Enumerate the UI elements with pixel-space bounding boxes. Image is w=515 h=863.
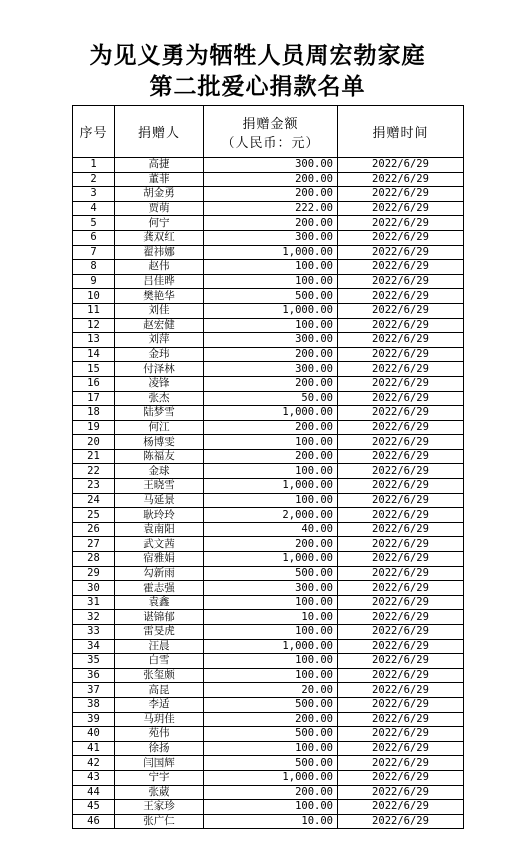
cell-serial-number: 26 (73, 522, 115, 537)
table-row (73, 683, 464, 698)
cell-serial-number: 43 (73, 770, 115, 785)
cell-serial-number: 13 (73, 333, 115, 348)
cell-date: 2022/6/29 (338, 362, 464, 377)
cell-date: 2022/6/29 (338, 712, 464, 727)
cell-serial-number: 27 (73, 537, 115, 552)
cell-serial-number: 32 (73, 610, 115, 625)
cell-amount: 100.00 (204, 741, 338, 756)
table-row (73, 406, 464, 421)
cell-amount: 200.00 (204, 785, 338, 800)
cell-serial-number: 28 (73, 552, 115, 567)
cell-donor-name: 汪晨 (115, 639, 204, 654)
cell-date: 2022/6/29 (338, 406, 464, 421)
table-row (73, 712, 464, 727)
cell-serial-number: 16 (73, 376, 115, 391)
table-row (73, 420, 464, 435)
cell-donor-name: 宿雅娟 (115, 552, 204, 567)
cell-serial-number: 12 (73, 318, 115, 333)
cell-date: 2022/6/29 (338, 566, 464, 581)
table-row (73, 435, 464, 450)
cell-serial-number: 17 (73, 391, 115, 406)
cell-donor-name: 张玺颇 (115, 668, 204, 683)
cell-serial-number: 1 (73, 158, 115, 173)
cell-date: 2022/6/29 (338, 201, 464, 216)
cell-serial-number: 5 (73, 216, 115, 231)
cell-donor-name: 袁鑫 (115, 595, 204, 610)
cell-date: 2022/6/29 (338, 435, 464, 450)
table-row (73, 464, 464, 479)
cell-date: 2022/6/29 (338, 770, 464, 785)
cell-date: 2022/6/29 (338, 756, 464, 771)
cell-donor-name: 王晓雪 (115, 479, 204, 494)
table-row (73, 493, 464, 508)
cell-serial-number: 24 (73, 493, 115, 508)
cell-serial-number: 2 (73, 172, 115, 187)
table-row (73, 230, 464, 245)
table-row (73, 391, 464, 406)
cell-date: 2022/6/29 (338, 376, 464, 391)
document-title-line-2: 第二批爱心捐款名单 (149, 74, 366, 100)
cell-amount: 100.00 (204, 318, 338, 333)
cell-donor-name: 马玥佳 (115, 712, 204, 727)
cell-amount: 1,000.00 (204, 406, 338, 421)
cell-donor-name: 李适 (115, 697, 204, 712)
table-row (73, 376, 464, 391)
table-row (73, 625, 464, 640)
cell-amount: 200.00 (204, 420, 338, 435)
table-row (73, 654, 464, 669)
cell-date: 2022/6/29 (338, 318, 464, 333)
cell-serial-number: 20 (73, 435, 115, 450)
cell-serial-number: 39 (73, 712, 115, 727)
cell-donor-name: 何江 (115, 420, 204, 435)
cell-amount: 100.00 (204, 493, 338, 508)
cell-donor-name: 雷旻虎 (115, 625, 204, 640)
cell-amount: 500.00 (204, 289, 338, 304)
cell-serial-number: 6 (73, 230, 115, 245)
cell-date: 2022/6/29 (338, 595, 464, 610)
cell-date: 2022/6/29 (338, 625, 464, 640)
cell-serial-number: 7 (73, 245, 115, 260)
cell-serial-number: 21 (73, 449, 115, 464)
cell-serial-number: 14 (73, 347, 115, 362)
cell-donor-name: 龚双红 (115, 230, 204, 245)
cell-amount: 200.00 (204, 537, 338, 552)
header-amount-unit: （人民币：元） (221, 135, 320, 151)
cell-amount: 100.00 (204, 800, 338, 815)
cell-amount: 300.00 (204, 230, 338, 245)
cell-amount: 300.00 (204, 581, 338, 596)
cell-date: 2022/6/29 (338, 552, 464, 567)
cell-serial-number: 4 (73, 201, 115, 216)
cell-date: 2022/6/29 (338, 449, 464, 464)
cell-donor-name: 高昆 (115, 683, 204, 698)
cell-amount: 222.00 (204, 201, 338, 216)
table-row (73, 610, 464, 625)
cell-amount: 200.00 (204, 172, 338, 187)
cell-serial-number: 34 (73, 639, 115, 654)
cell-amount: 20.00 (204, 683, 338, 698)
cell-donor-name: 付泽林 (115, 362, 204, 377)
cell-amount: 50.00 (204, 391, 338, 406)
cell-serial-number: 33 (73, 625, 115, 640)
cell-serial-number: 30 (73, 581, 115, 596)
cell-amount: 300.00 (204, 333, 338, 348)
cell-date: 2022/6/29 (338, 639, 464, 654)
cell-donor-name: 胡金勇 (115, 187, 204, 202)
cell-serial-number: 18 (73, 406, 115, 421)
cell-donor-name: 刘萍 (115, 333, 204, 348)
cell-date: 2022/6/29 (338, 537, 464, 552)
cell-donor-name: 翟祎娜 (115, 245, 204, 260)
cell-amount: 100.00 (204, 260, 338, 275)
cell-date: 2022/6/29 (338, 260, 464, 275)
cell-donor-name: 闫国辉 (115, 756, 204, 771)
cell-donor-name: 张葳 (115, 785, 204, 800)
table-row (73, 216, 464, 231)
table-header-row (73, 106, 464, 158)
cell-amount: 200.00 (204, 376, 338, 391)
table-row (73, 245, 464, 260)
cell-date: 2022/6/29 (338, 508, 464, 523)
cell-date: 2022/6/29 (338, 158, 464, 173)
cell-serial-number: 22 (73, 464, 115, 479)
cell-serial-number: 29 (73, 566, 115, 581)
cell-donor-name: 张广仁 (115, 814, 204, 829)
table-row (73, 581, 464, 596)
cell-donor-name: 凌锋 (115, 376, 204, 391)
cell-serial-number: 40 (73, 727, 115, 742)
cell-amount: 10.00 (204, 814, 338, 829)
cell-date: 2022/6/29 (338, 668, 464, 683)
cell-serial-number: 19 (73, 420, 115, 435)
table-row (73, 595, 464, 610)
cell-amount: 100.00 (204, 435, 338, 450)
cell-donor-name: 樊艳华 (115, 289, 204, 304)
cell-donor-name: 董菲 (115, 172, 204, 187)
cell-serial-number: 8 (73, 260, 115, 275)
table-body (73, 158, 464, 829)
cell-donor-name: 王家珍 (115, 800, 204, 815)
cell-serial-number: 41 (73, 741, 115, 756)
cell-donor-name: 吕佳晔 (115, 274, 204, 289)
cell-donor-name: 袁南阳 (115, 522, 204, 537)
cell-donor-name: 徐扬 (115, 741, 204, 756)
table-row (73, 639, 464, 654)
cell-amount: 100.00 (204, 654, 338, 669)
cell-donor-name: 霍志强 (115, 581, 204, 596)
cell-amount: 300.00 (204, 362, 338, 377)
cell-amount: 300.00 (204, 158, 338, 173)
cell-serial-number: 9 (73, 274, 115, 289)
header-serial-number: 序号 (73, 106, 115, 158)
cell-donor-name: 武文茜 (115, 537, 204, 552)
cell-donor-name: 苑伟 (115, 727, 204, 742)
cell-serial-number: 31 (73, 595, 115, 610)
cell-amount: 500.00 (204, 727, 338, 742)
cell-amount: 200.00 (204, 712, 338, 727)
cell-amount: 500.00 (204, 566, 338, 581)
cell-donor-name: 赵宏健 (115, 318, 204, 333)
cell-serial-number: 35 (73, 654, 115, 669)
cell-donor-name: 贾萌 (115, 201, 204, 216)
cell-serial-number: 10 (73, 289, 115, 304)
cell-donor-name: 耿玲玲 (115, 508, 204, 523)
cell-amount: 40.00 (204, 522, 338, 537)
table-row (73, 508, 464, 523)
cell-serial-number: 38 (73, 697, 115, 712)
cell-date: 2022/6/29 (338, 581, 464, 596)
cell-serial-number: 45 (73, 800, 115, 815)
header-amount-label: 捐赠金额 (242, 116, 299, 132)
header-date: 捐赠时间 (338, 106, 464, 158)
table-row (73, 158, 464, 173)
cell-amount: 100.00 (204, 464, 338, 479)
cell-donor-name: 陈福友 (115, 449, 204, 464)
cell-serial-number: 15 (73, 362, 115, 377)
table-row (73, 741, 464, 756)
cell-date: 2022/6/29 (338, 289, 464, 304)
cell-amount: 1,000.00 (204, 770, 338, 785)
cell-date: 2022/6/29 (338, 464, 464, 479)
table-row (73, 814, 464, 829)
table-row (73, 479, 464, 494)
cell-amount: 1,000.00 (204, 245, 338, 260)
cell-date: 2022/6/29 (338, 391, 464, 406)
cell-donor-name: 金球 (115, 464, 204, 479)
cell-date: 2022/6/29 (338, 522, 464, 537)
cell-amount: 200.00 (204, 216, 338, 231)
cell-date: 2022/6/29 (338, 216, 464, 231)
cell-amount: 100.00 (204, 668, 338, 683)
cell-donor-name: 白雪 (115, 654, 204, 669)
table-row (73, 201, 464, 216)
cell-amount: 1,000.00 (204, 552, 338, 567)
cell-date: 2022/6/29 (338, 785, 464, 800)
table-row (73, 333, 464, 348)
cell-donor-name: 张杰 (115, 391, 204, 406)
table-row (73, 566, 464, 581)
cell-date: 2022/6/29 (338, 727, 464, 742)
cell-serial-number: 11 (73, 303, 115, 318)
cell-date: 2022/6/29 (338, 274, 464, 289)
table-row (73, 668, 464, 683)
table-row (73, 727, 464, 742)
cell-date: 2022/6/29 (338, 697, 464, 712)
cell-date: 2022/6/29 (338, 479, 464, 494)
cell-donor-name: 宁宇 (115, 770, 204, 785)
cell-date: 2022/6/29 (338, 187, 464, 202)
cell-amount: 100.00 (204, 625, 338, 640)
cell-donor-name: 杨博雯 (115, 435, 204, 450)
table-row (73, 318, 464, 333)
table-row (73, 347, 464, 362)
cell-date: 2022/6/29 (338, 172, 464, 187)
table-row (73, 303, 464, 318)
cell-date: 2022/6/29 (338, 610, 464, 625)
table-row (73, 785, 464, 800)
cell-date: 2022/6/29 (338, 741, 464, 756)
cell-amount: 1,000.00 (204, 639, 338, 654)
header-amount (204, 106, 338, 158)
table-row (73, 289, 464, 304)
cell-amount: 200.00 (204, 187, 338, 202)
cell-date: 2022/6/29 (338, 683, 464, 698)
cell-date: 2022/6/29 (338, 347, 464, 362)
header-donor: 捐赠人 (115, 106, 204, 158)
cell-date: 2022/6/29 (338, 814, 464, 829)
table-row (73, 187, 464, 202)
table-row (73, 697, 464, 712)
table-row (73, 449, 464, 464)
cell-date: 2022/6/29 (338, 654, 464, 669)
table-row (73, 800, 464, 815)
cell-date: 2022/6/29 (338, 800, 464, 815)
table-row (73, 260, 464, 275)
cell-donor-name: 高捷 (115, 158, 204, 173)
cell-date: 2022/6/29 (338, 420, 464, 435)
cell-serial-number: 37 (73, 683, 115, 698)
cell-donor-name: 刘佳 (115, 303, 204, 318)
table-row (73, 552, 464, 567)
cell-serial-number: 23 (73, 479, 115, 494)
cell-serial-number: 46 (73, 814, 115, 829)
cell-amount: 1,000.00 (204, 303, 338, 318)
donation-table (72, 105, 464, 829)
table-row (73, 172, 464, 187)
cell-amount: 100.00 (204, 274, 338, 289)
table-row (73, 770, 464, 785)
cell-donor-name: 陆梦雪 (115, 406, 204, 421)
cell-amount: 2,000.00 (204, 508, 338, 523)
cell-serial-number: 25 (73, 508, 115, 523)
cell-amount: 200.00 (204, 347, 338, 362)
cell-donor-name: 赵伟 (115, 260, 204, 275)
cell-serial-number: 3 (73, 187, 115, 202)
cell-donor-name: 勾新雨 (115, 566, 204, 581)
cell-amount: 1,000.00 (204, 479, 338, 494)
table-row (73, 756, 464, 771)
cell-serial-number: 42 (73, 756, 115, 771)
cell-amount: 100.00 (204, 595, 338, 610)
cell-donor-name: 马延景 (115, 493, 204, 508)
cell-donor-name: 何宁 (115, 216, 204, 231)
document-title-line-1: 为见义勇为牺牲人员周宏勃家庭 (89, 43, 426, 69)
cell-date: 2022/6/29 (338, 303, 464, 318)
cell-date: 2022/6/29 (338, 245, 464, 260)
cell-amount: 500.00 (204, 756, 338, 771)
cell-serial-number: 36 (73, 668, 115, 683)
cell-serial-number: 44 (73, 785, 115, 800)
table-row (73, 362, 464, 377)
table-row (73, 274, 464, 289)
cell-amount: 200.00 (204, 449, 338, 464)
table-row (73, 537, 464, 552)
table-row (73, 522, 464, 537)
cell-date: 2022/6/29 (338, 333, 464, 348)
cell-date: 2022/6/29 (338, 230, 464, 245)
cell-donor-name: 谌锦郁 (115, 610, 204, 625)
cell-amount: 500.00 (204, 697, 338, 712)
cell-donor-name: 金玮 (115, 347, 204, 362)
cell-amount: 10.00 (204, 610, 338, 625)
cell-date: 2022/6/29 (338, 493, 464, 508)
